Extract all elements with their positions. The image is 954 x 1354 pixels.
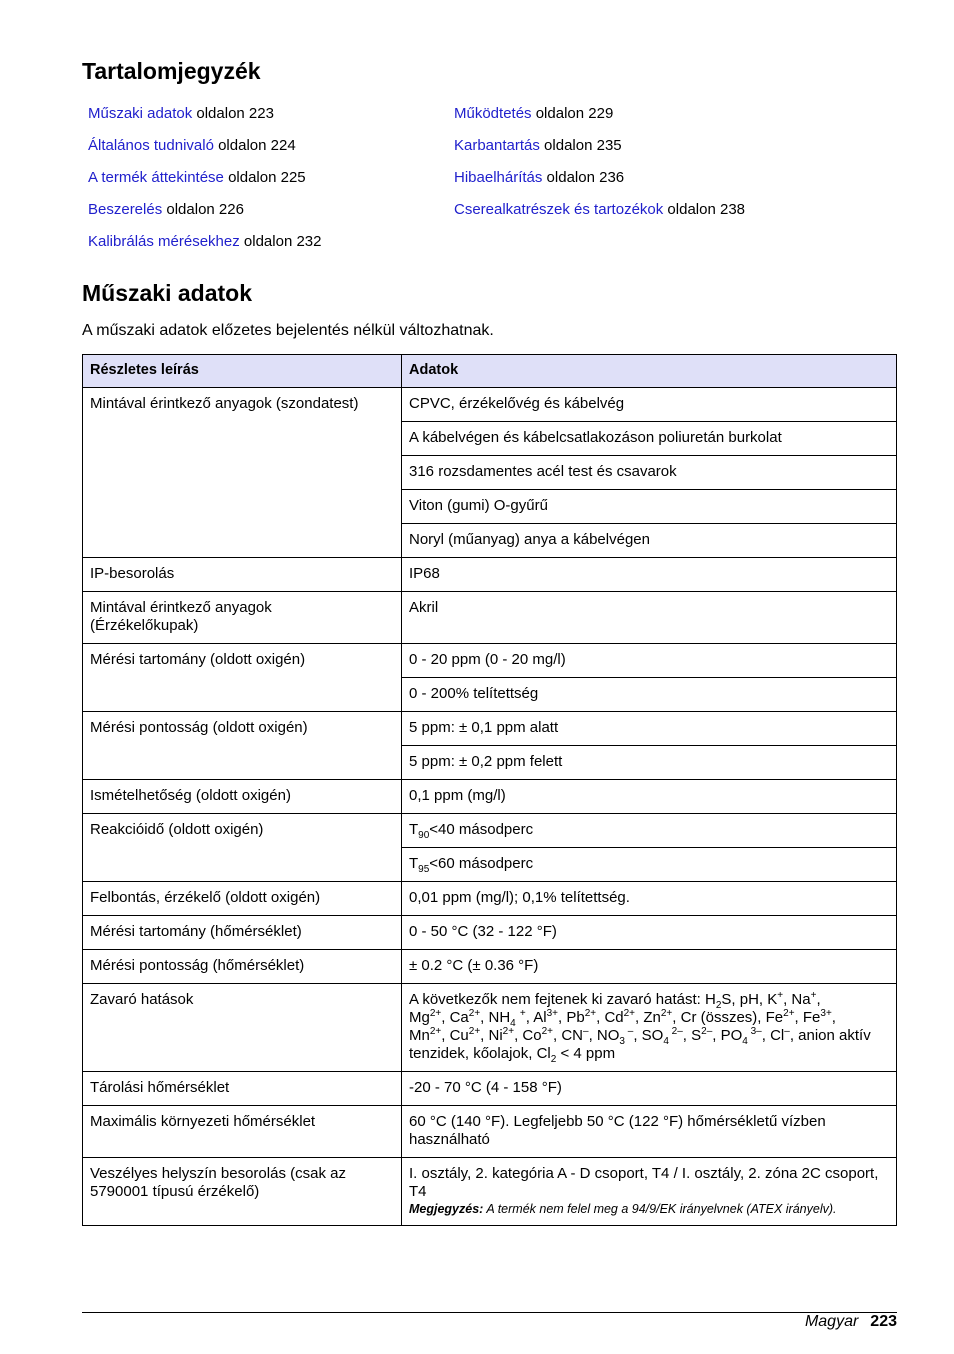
footer-divider bbox=[82, 1312, 897, 1313]
spec-intro: A műszaki adatok előzetes bejelentés nélkül változhatnak. bbox=[82, 322, 494, 339]
row-value: 60 °C (140 °F). Legfeljebb 50 °C (122 °F) hőmérsékletű vízben használható bbox=[402, 1106, 897, 1158]
value-superscript: 2– bbox=[668, 1026, 683, 1037]
row-label: Mérési tartomány (hőmérséklet) bbox=[83, 916, 402, 950]
note bbox=[409, 1201, 889, 1217]
value-superscript: 2+ bbox=[468, 1026, 481, 1037]
table-row bbox=[83, 592, 897, 644]
toc-page-ref: oldalon 224 bbox=[213, 137, 296, 154]
value-superscript: 2+ bbox=[783, 1008, 795, 1019]
row-value: -20 - 70 °C (4 - 158 °F) bbox=[402, 1072, 897, 1106]
row-value: CPVC, érzékelővég és kábelvég bbox=[402, 388, 897, 422]
toc-page-ref: oldalon 238 bbox=[663, 201, 746, 218]
value-part: < 4 ppm bbox=[556, 1045, 616, 1062]
value-part: , CN bbox=[553, 1027, 583, 1044]
value-part: , Cu bbox=[441, 1027, 469, 1044]
value-part: , Co bbox=[514, 1027, 542, 1044]
value-part: Mg bbox=[409, 1009, 430, 1026]
row-label: Mérési pontosság (oldott oxigén) bbox=[83, 712, 402, 780]
value-superscript: + bbox=[777, 990, 784, 1001]
row-value: 0,1 ppm (mg/l) bbox=[402, 780, 897, 814]
toc-link-hibaelharitas[interactable]: Hibaelhárítás bbox=[454, 169, 543, 186]
value-part: T bbox=[409, 821, 419, 838]
table-row bbox=[83, 916, 897, 950]
value-part: , bbox=[816, 991, 821, 1008]
value-part: T bbox=[409, 855, 419, 872]
table-row bbox=[83, 388, 897, 422]
page-footer bbox=[805, 1313, 897, 1331]
table-row bbox=[83, 950, 897, 984]
value-subscript: 90 bbox=[418, 830, 430, 841]
value-part: , NH bbox=[480, 1009, 511, 1026]
value-part: , Al bbox=[525, 1009, 547, 1026]
value-part: , Cd bbox=[596, 1009, 624, 1026]
row-label: Zavaró hatások bbox=[83, 984, 402, 1072]
value-superscript: + bbox=[519, 1008, 526, 1019]
table-row bbox=[83, 780, 897, 814]
spec-table bbox=[82, 354, 897, 1226]
value-superscript: 3+ bbox=[546, 1008, 559, 1019]
value-part: , Cl bbox=[761, 1027, 785, 1044]
value-superscript: + bbox=[810, 990, 817, 1001]
value-superscript: 2+ bbox=[502, 1026, 515, 1037]
value-superscript: – bbox=[784, 1026, 790, 1037]
value-subscript: 95 bbox=[418, 864, 430, 875]
row-label: Veszélyes helyszín besorolás (csak az 5790001 típusú érzékelő) bbox=[83, 1158, 402, 1226]
toc-link-karbantartas[interactable]: Karbantartás bbox=[454, 137, 540, 154]
toc-title: Tartalomjegyzék bbox=[82, 58, 261, 84]
row-value bbox=[402, 814, 897, 848]
value-part: <60 másodperc bbox=[429, 855, 534, 872]
toc-link-mukodtetes[interactable]: Működtetés bbox=[454, 105, 532, 122]
value-subscript: 4 bbox=[742, 1036, 748, 1047]
toc-column-right bbox=[454, 104, 745, 232]
value-subscript: 4 bbox=[510, 1018, 516, 1029]
row-value: 5 ppm: ± 0,1 ppm alatt bbox=[402, 712, 897, 746]
page-number: 223 bbox=[870, 1313, 897, 1330]
toc-page-ref: oldalon 236 bbox=[542, 169, 625, 186]
value-superscript: – bbox=[583, 1026, 589, 1037]
toc-page-ref: oldalon 226 bbox=[162, 201, 244, 218]
row-value: A kábelvégen és kábelcsatlakozáson poliuretán burkolat bbox=[402, 422, 897, 456]
table-row bbox=[83, 984, 897, 1072]
value-part: , S bbox=[682, 1027, 702, 1044]
row-label bbox=[83, 592, 402, 644]
table-row bbox=[83, 712, 897, 746]
row-label: IP-besorolás bbox=[83, 558, 402, 592]
toc-item bbox=[454, 104, 745, 136]
toc-link-termek-attekintese[interactable]: A termék áttekintése bbox=[88, 169, 224, 186]
toc-page-ref: oldalon 232 bbox=[239, 233, 322, 250]
row-label-text: Mintával érintkező anyagok (Érzékelőkupak) bbox=[90, 599, 272, 634]
value-superscript: 2+ bbox=[429, 1026, 442, 1037]
value-part: , NO bbox=[588, 1027, 620, 1044]
table-header-row bbox=[83, 355, 897, 388]
value-subscript: 3 bbox=[619, 1036, 625, 1047]
row-value: Noryl (műanyag) anya a kábelvégen bbox=[402, 524, 897, 558]
value-subscript: 2 bbox=[715, 1000, 722, 1011]
toc-page-ref: oldalon 229 bbox=[531, 105, 614, 122]
toc-item bbox=[88, 168, 322, 200]
value-part: Mn bbox=[409, 1027, 430, 1044]
row-value bbox=[402, 1158, 897, 1226]
value-superscript: 2+ bbox=[584, 1008, 597, 1019]
header-data: Adatok bbox=[402, 355, 897, 388]
row-value: Akril bbox=[402, 592, 897, 644]
value-superscript: 2+ bbox=[623, 1008, 636, 1019]
row-value: 0 - 20 ppm (0 - 20 mg/l) bbox=[402, 644, 897, 678]
footer-language: Magyar bbox=[804, 1313, 859, 1330]
value-part: <40 másodperc bbox=[429, 821, 534, 838]
value-part: S, pH, K bbox=[721, 991, 778, 1008]
value-part: , Ni bbox=[480, 1027, 503, 1044]
row-value: 5 ppm: ± 0,2 ppm felett bbox=[402, 746, 897, 780]
row-value: 0,01 ppm (mg/l); 0,1% telítettség. bbox=[402, 882, 897, 916]
table-row bbox=[83, 1106, 897, 1158]
table-row bbox=[83, 1158, 897, 1226]
row-value: 0 - 200% telítettség bbox=[402, 678, 897, 712]
value-part: , PO bbox=[712, 1027, 743, 1044]
row-label: Felbontás, érzékelő (oldott oxigén) bbox=[83, 882, 402, 916]
value-part: , SO bbox=[633, 1027, 664, 1044]
note-label: Megjegyzés: bbox=[409, 1202, 484, 1216]
table-row bbox=[83, 882, 897, 916]
value-part: , bbox=[831, 1009, 836, 1026]
row-label: Ismételhetőség (oldott oxigén) bbox=[83, 780, 402, 814]
row-label: Tárolási hőmérséklet bbox=[83, 1072, 402, 1106]
value-superscript: 3+ bbox=[820, 1008, 832, 1019]
toc-link-muszaki-adatok[interactable]: Műszaki adatok bbox=[88, 105, 193, 122]
table-row bbox=[83, 558, 897, 592]
value-part: , Pb bbox=[558, 1009, 585, 1026]
value-part: , Zn bbox=[635, 1009, 661, 1026]
row-value-interference bbox=[402, 984, 897, 1072]
value-text: I. osztály, 2. kategória A - D csoport, T4 / I. osztály, 2. zóna 2C csoport, T4 bbox=[409, 1165, 879, 1200]
row-value: ± 0.2 °C (± 0.36 °F) bbox=[402, 950, 897, 984]
toc-column-left bbox=[88, 104, 322, 264]
spec-section-title: Műszaki adatok bbox=[82, 280, 252, 306]
value-subscript: 2 bbox=[550, 1054, 557, 1065]
toc-item bbox=[88, 136, 322, 168]
value-superscript: 2– bbox=[701, 1026, 713, 1037]
value-superscript: 2+ bbox=[541, 1026, 553, 1037]
value-superscript: 3– bbox=[747, 1026, 762, 1037]
toc-page-ref: oldalon 235 bbox=[539, 137, 622, 154]
toc-page-ref: oldalon 225 bbox=[223, 169, 306, 186]
value-part: , Fe bbox=[794, 1009, 821, 1026]
toc-item bbox=[88, 200, 322, 232]
table-row bbox=[83, 644, 897, 678]
toc-link-beszereles[interactable]: Beszerelés bbox=[88, 201, 163, 218]
row-label: Mérési pontosság (hőmérséklet) bbox=[83, 950, 402, 984]
toc-item bbox=[88, 232, 322, 264]
row-value: 0 - 50 °C (32 - 122 °F) bbox=[402, 916, 897, 950]
table-row bbox=[83, 814, 897, 848]
row-label: Mintával érintkező anyagok (szondatest) bbox=[83, 388, 402, 558]
toc-link-cserealkatreszek[interactable]: Cserealkatrészek és tartozékok bbox=[454, 201, 664, 218]
value-superscript: 2+ bbox=[660, 1008, 673, 1019]
row-value: IP68 bbox=[402, 558, 897, 592]
note-text: A termék nem felel meg a 94/9/EK irányelvnek (ATEX irányelv). bbox=[483, 1202, 837, 1216]
header-description: Részletes leírás bbox=[83, 355, 402, 388]
row-value bbox=[402, 848, 897, 882]
table-row bbox=[83, 1072, 897, 1106]
value-part: , Cr (összes), Fe bbox=[672, 1009, 784, 1026]
toc-link-altalanos-tudnivalo[interactable]: Általános tudnivaló bbox=[88, 137, 214, 154]
toc-item bbox=[454, 200, 745, 232]
value-subscript: 4 bbox=[663, 1036, 669, 1047]
row-label: Mérési tartomány (oldott oxigén) bbox=[83, 644, 402, 712]
value-part: A következők nem fejtenek ki zavaró hatást: H bbox=[409, 991, 716, 1008]
toc-item bbox=[88, 104, 322, 136]
toc-item bbox=[454, 136, 745, 168]
toc-page-ref: oldalon 223 bbox=[192, 105, 274, 122]
toc-item bbox=[454, 168, 745, 200]
row-value: Viton (gumi) O-gyűrű bbox=[402, 490, 897, 524]
toc-link-kalibralas[interactable]: Kalibrálás mérésekhez bbox=[88, 233, 240, 250]
value-superscript: – bbox=[624, 1026, 634, 1037]
row-value: 316 rozsdamentes acél test és csavarok bbox=[402, 456, 897, 490]
value-superscript: 2+ bbox=[429, 1008, 442, 1019]
value-superscript: 2+ bbox=[468, 1008, 481, 1019]
value-part: , anion aktív tenzidek, kőolajok, Cl bbox=[409, 1027, 871, 1062]
value-part: , Ca bbox=[441, 1009, 469, 1026]
row-label: Reakcióidő (oldott oxigén) bbox=[83, 814, 402, 882]
row-label: Maximális környezeti hőmérséklet bbox=[83, 1106, 402, 1158]
value-part: , Na bbox=[783, 991, 811, 1008]
